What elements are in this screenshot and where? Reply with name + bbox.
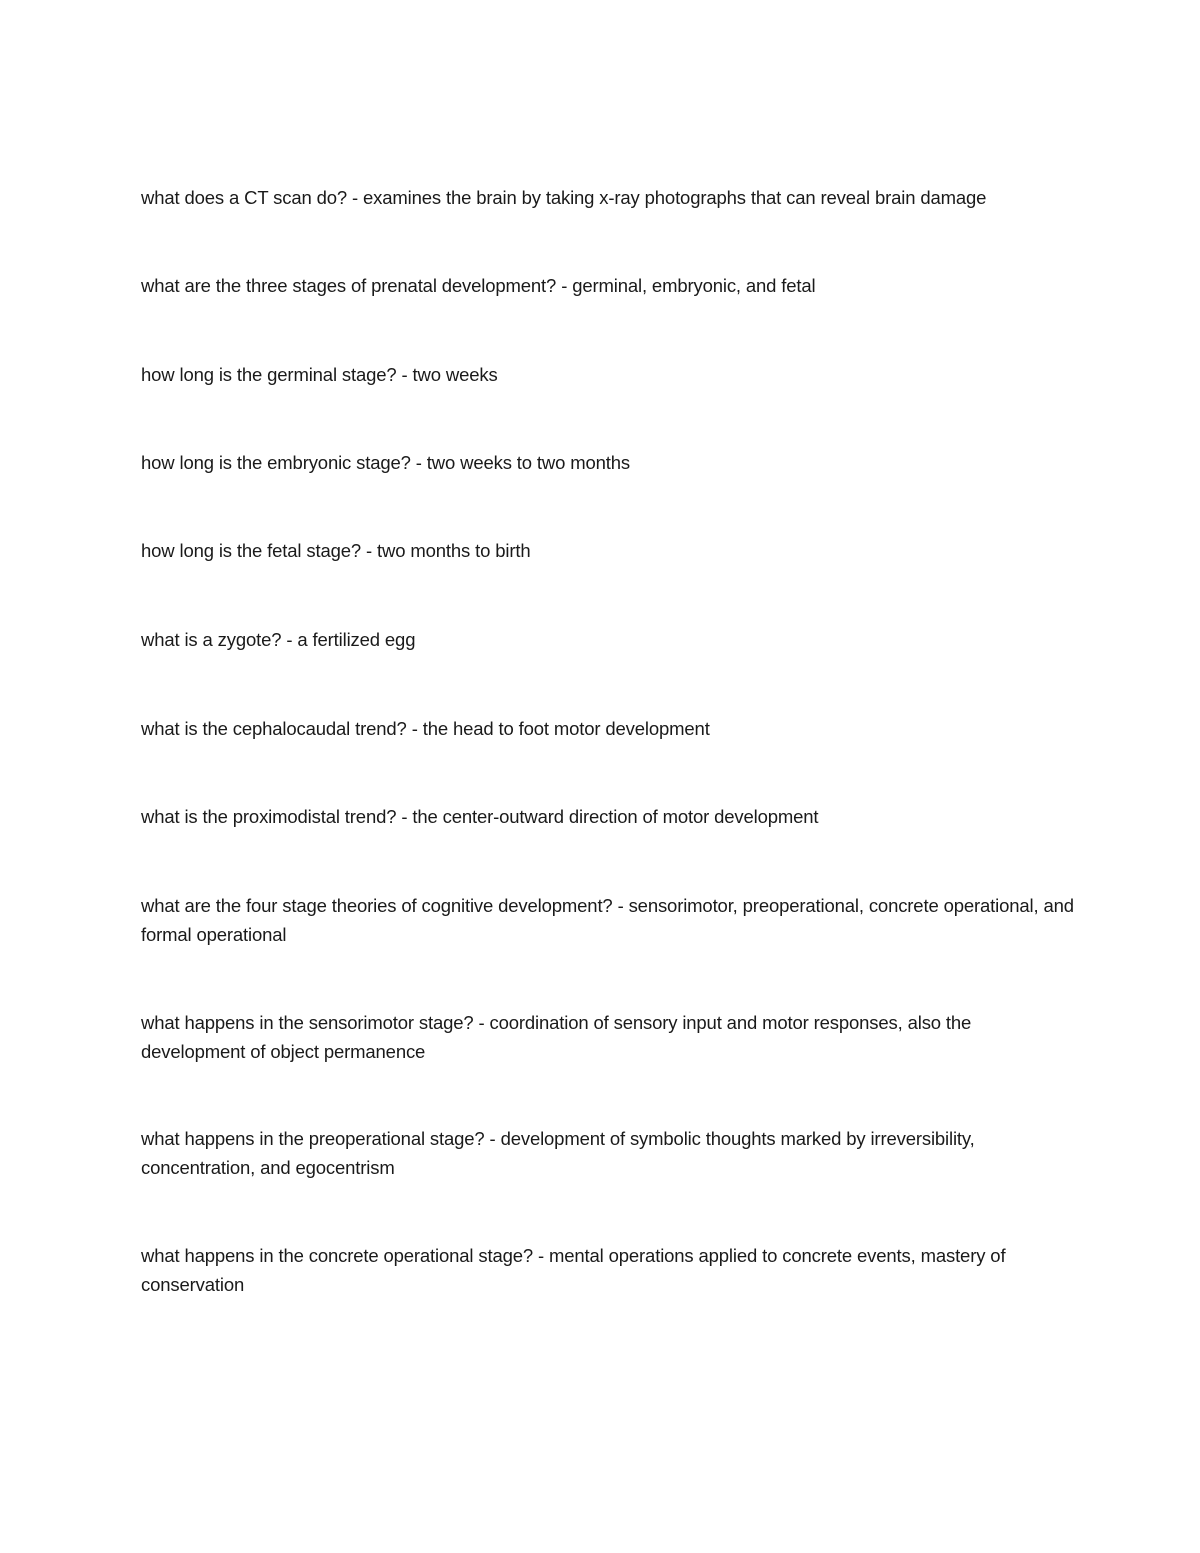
answer-text: the center-outward direction of motor development [412, 806, 819, 827]
flashcard-entry [141, 1242, 1076, 1299]
separator [613, 895, 629, 916]
question-text: how long is the fetal stage? [141, 540, 362, 561]
question-text: what are the three stages of prenatal development? [141, 275, 557, 296]
question-text: how long is the germinal stage? [141, 364, 397, 385]
flashcard-entry [141, 184, 1076, 213]
answer-text: two weeks to two months [426, 452, 631, 473]
flashcard-entry [141, 892, 1076, 949]
answer-text: the head to foot motor development [422, 718, 710, 739]
separator [281, 629, 297, 650]
separator [556, 275, 572, 296]
answer-text: sensorimotor, preoperational, concrete operational, and formal operational [141, 895, 1074, 945]
question-text: what does a CT scan do? [141, 187, 348, 208]
separator [474, 1012, 490, 1033]
separator [485, 1128, 501, 1149]
separator [397, 364, 413, 385]
flashcard-entry [141, 1125, 1076, 1182]
question-text: what happens in the preoperational stage? [141, 1128, 485, 1149]
flashcard-entry [141, 626, 1076, 655]
separator [347, 187, 363, 208]
answer-text: examines the brain by taking x-ray photographs that can reveal brain damage [363, 187, 987, 208]
flashcard-entry [141, 449, 1076, 478]
question-text: what are the four stage theories of cognitive development? [141, 895, 613, 916]
question-text: what happens in the sensorimotor stage? [141, 1012, 474, 1033]
flashcard-entry [141, 537, 1076, 566]
separator [396, 806, 412, 827]
flashcard-entry [141, 361, 1076, 390]
separator [533, 1245, 549, 1266]
question-text: what is a zygote? [141, 629, 282, 650]
question-text: what is the proximodistal trend? [141, 806, 397, 827]
answer-text: two months to birth [377, 540, 531, 561]
flashcard-entry [141, 715, 1076, 744]
answer-text: germinal, embryonic, and fetal [572, 275, 816, 296]
answer-text: mental operations applied to concrete events, mastery of conservation [141, 1245, 1006, 1295]
question-text: what is the cephalocaudal trend? [141, 718, 407, 739]
flashcard-entry [141, 803, 1076, 832]
question-text: how long is the embryonic stage? [141, 452, 411, 473]
separator [407, 718, 423, 739]
separator [411, 452, 427, 473]
answer-text: development of symbolic thoughts marked by irreversibility, concentration, and egocentrism [141, 1128, 975, 1178]
flashcard-entry [141, 1009, 1076, 1066]
separator [361, 540, 377, 561]
answer-text: a fertilized egg [297, 629, 416, 650]
question-text: what happens in the concrete operational stage? [141, 1245, 534, 1266]
flashcard-entry [141, 272, 1076, 301]
answer-text: two weeks [412, 364, 498, 385]
answer-text: coordination of sensory input and motor responses, also the development of object permanence [141, 1012, 972, 1062]
